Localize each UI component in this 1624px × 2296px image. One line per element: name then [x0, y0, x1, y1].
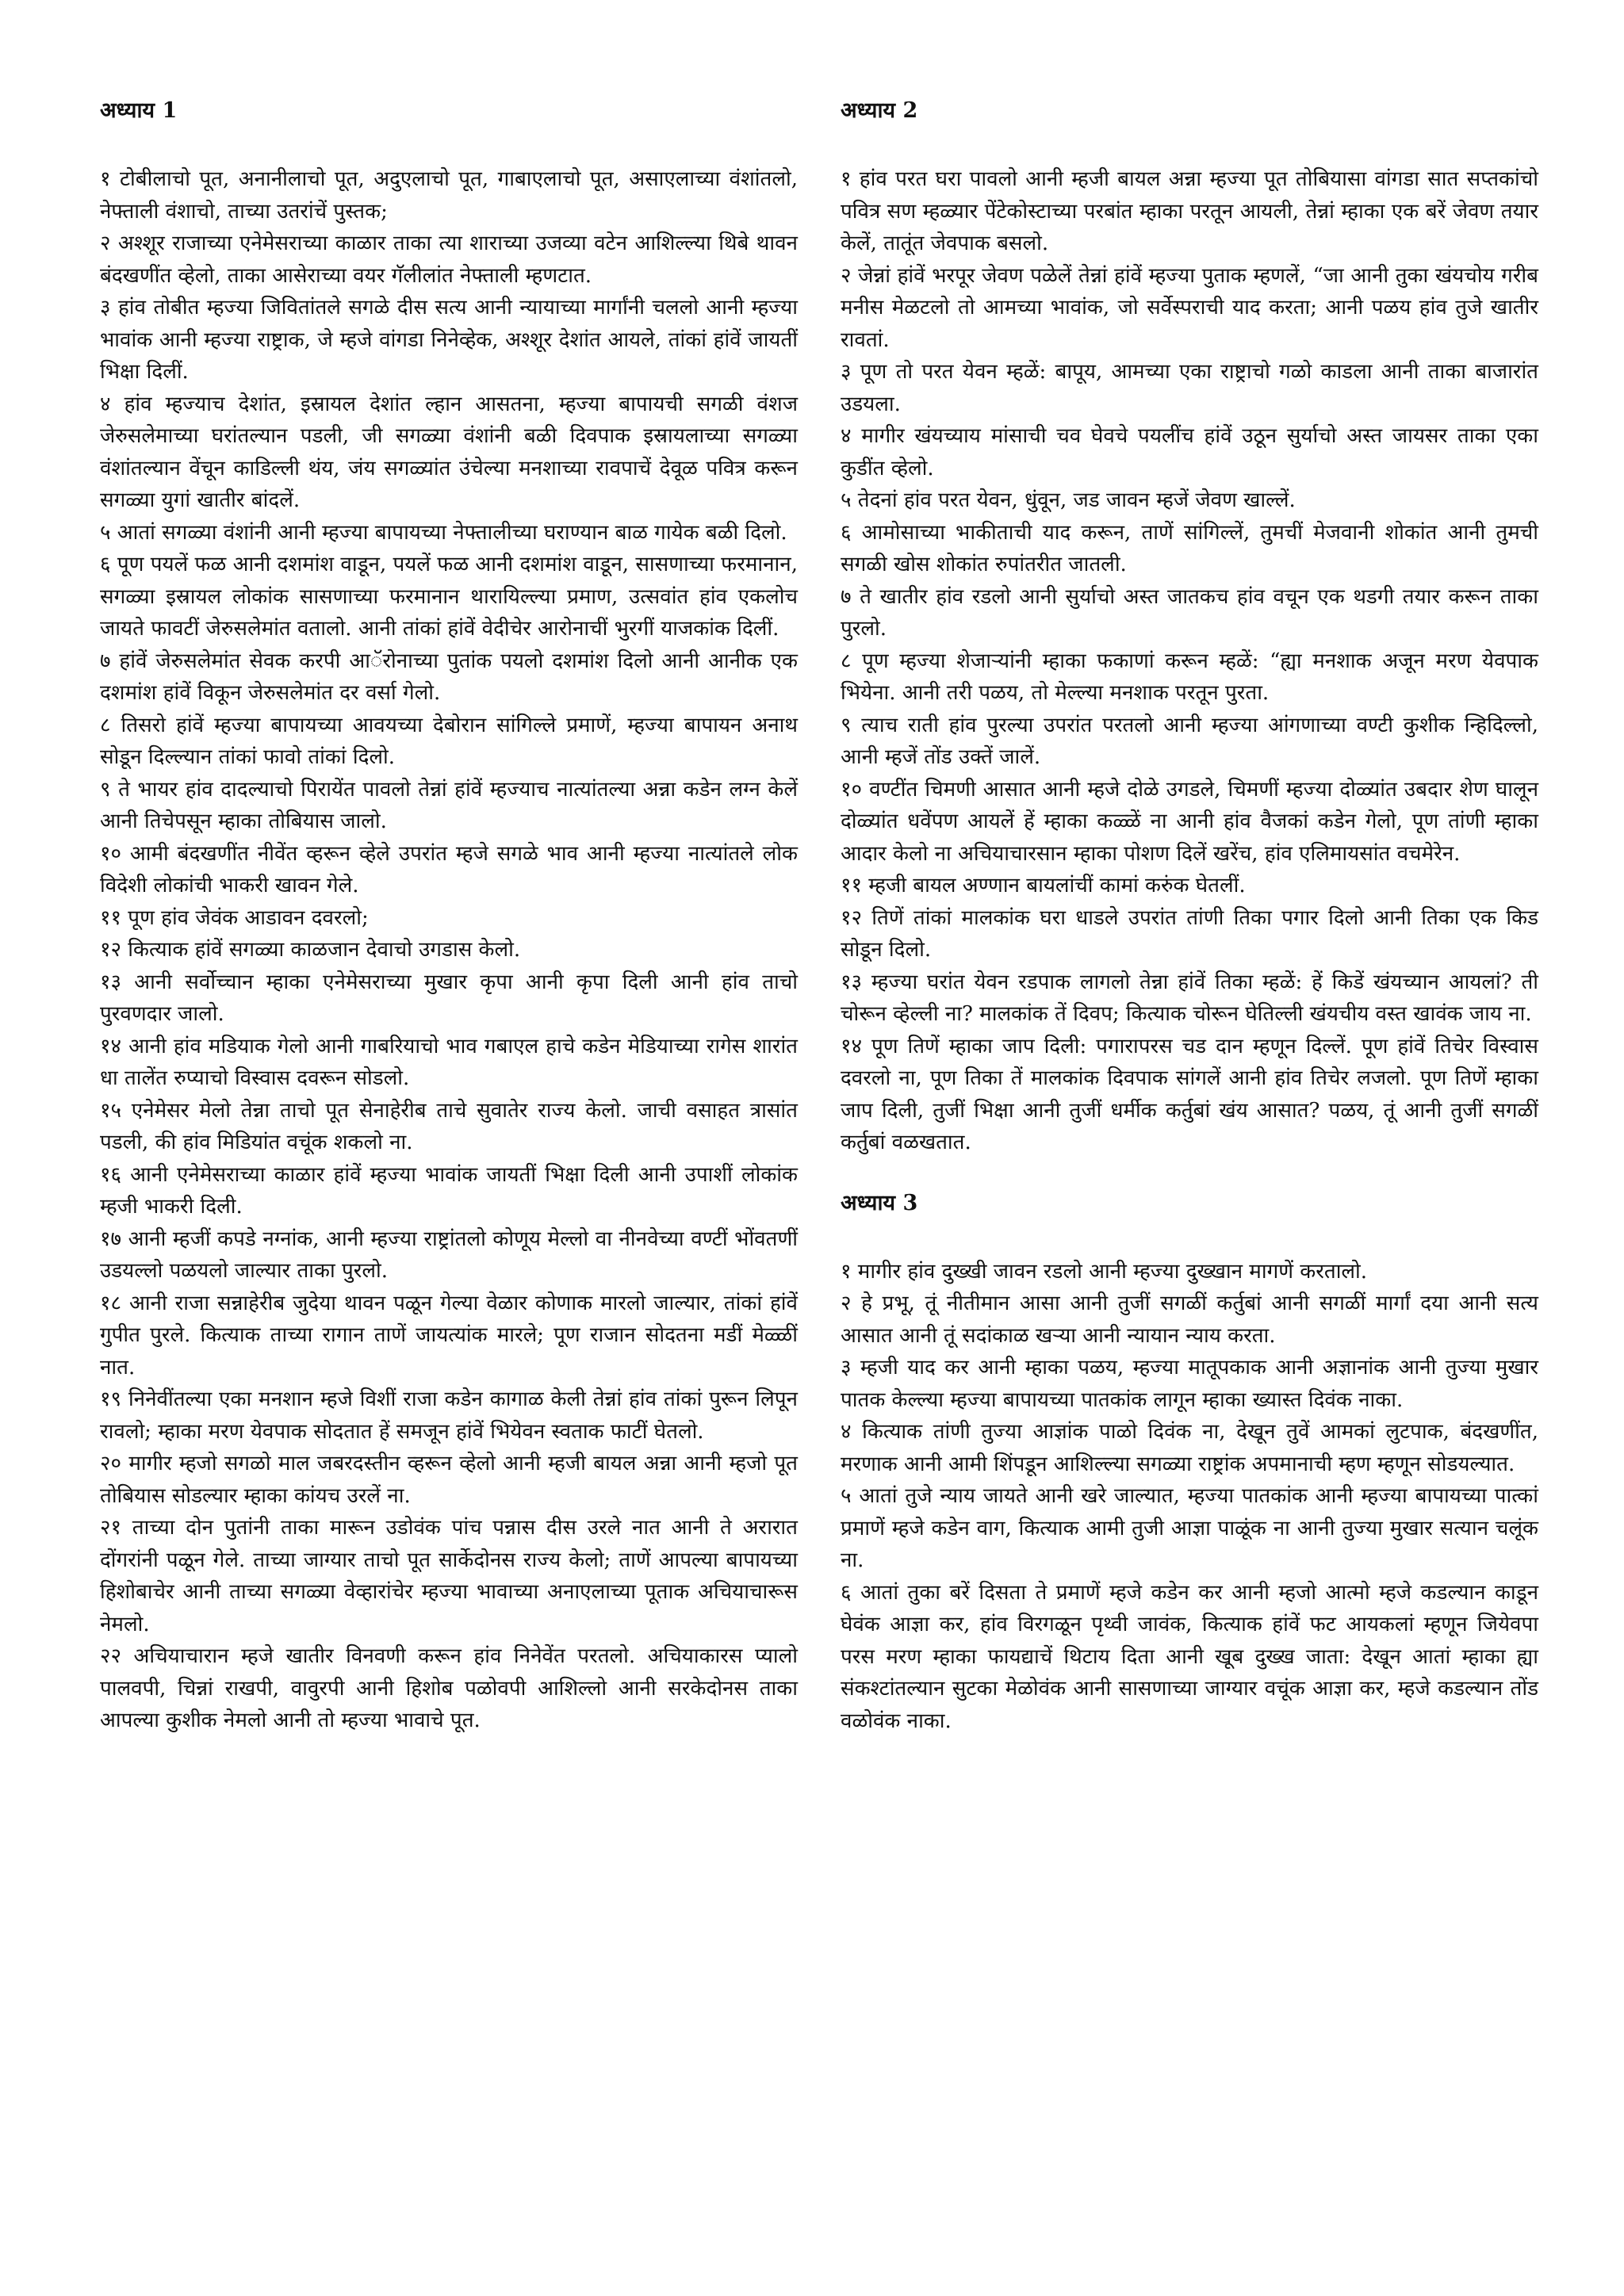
verse: ५ तेदनां हांव परत येवन, धुंवून, जड जावन म्हजें जेवण खाल्लें.	[841, 488, 1296, 512]
verse: ७ ते खातीर हांव रडलो आनी सुर्याचो अस्त जातकच हांव वचून एक थडगी तयार करून ताका पुरलो.	[841, 584, 1538, 641]
verse: २ अश्शूर राजाच्या एनेमेसराच्या काळार ताका त्या शाराच्या उजव्या वटेन आशिल्ल्या थिबे थावन बंदखणींत व्हेलो, ताका आसेराच्या वयर गॅलीलांत नेफ्ताली म्हणटात.	[100, 232, 798, 288]
chapter-heading: अध्याय 2	[841, 98, 918, 123]
verse: २१ ताच्या दोन पुतांनी ताका मारून उडोवंक पांच पन्नास दीस उरले नात आनी ते अरारात दोंगरांनी पळून गेले. ताच्या जाग्यार ताचो पूत सार्केदोनस राज्य केलो; ताणें आपल्या बापायच्या हिशोबाचेर आनी ताच्या सगळ्या वेव्हारांचेर म्हज्या भावाच्या अनाएलाच्या पूताक अचियाचारूस नेमलो.	[100, 1516, 798, 1636]
chapter-3	[841, 1188, 1538, 1738]
verse: २ जेन्नां हांवें भरपूर जेवण पळेलें तेन्नां हांवें म्हज्या पुताक म्हणलें, “जा आनी तुका खंयचोय गरीब मनीस मेळटलो तो आमच्या भावांक, जो सर्वेस्पराची याद करता; आनी पळय हांव तुजे खातीर रावतां.	[841, 263, 1538, 352]
verse: ६ आतां तुका बरें दिसता ते प्रमाणें म्हजे कडेन कर आनी म्हजो आत्मो म्हजे कडल्यान काडून घेवंक आज्ञा कर, हांव विरगळून पृथ्वी जावंक, कित्याक हांवें फट आयकलां म्हणून जियेवपा परस मरण म्हाका फायद्याचें थिटाय दिता आनी खूब दुख्ख जाता: देखून आतां म्हाका ह्या संकश्टांतल्यान सुटका मेळोवंक आनी सासणाच्या जाग्यार वचूंक आज्ञा कर, म्हजे कडल्यान तोंड वळोवंक नाका.	[841, 1580, 1538, 1733]
verse: ११ पूण हांव जेवंक आडावन दवरलो;	[100, 905, 369, 930]
verse: ३ म्हजी याद कर आनी म्हाका पळय, म्हज्या मातूपकाक आनी अज्ञानांक आनी तुज्या मुखार पातक केल्ल्या म्हज्या बापायच्या पातकांक लागून म्हाका ख्यास्त दिवंक नाका.	[841, 1356, 1538, 1412]
verse: ११ म्हजी बायल अण्णान बायलांचीं कामां करुंक घेतलीं.	[841, 874, 1246, 897]
verse: १३ म्हज्या घरांत येवन रडपाक लागलो तेन्ना हांवें तिका म्हळें: हें किडें खंयच्यान आयलां? ती चोरून व्हेल्ली ना? मालकांक तें दिवप; कित्याक चोरून घेतिल्ली खंयचीय वस्त खावंक जाय ना.	[841, 970, 1538, 1026]
verse: ९ ते भायर हांव दादल्याचो पिरायेंत पावलो तेन्नां हांवें म्हज्याच नात्यांतल्या अन्ना कडेन लग्न केलें आनी तिचेपसून म्हाका तोबियास जालो.	[100, 777, 798, 833]
verse: १४ आनी हांव मडियाक गेलो आनी गाबरियाचो भाव गबाएल हाचे कडेन मेडियाच्या रागेस शारांत धा तालेंत रुप्याचो विस्वास दवरून सोडलो.	[100, 1034, 798, 1090]
verse: १२ कित्याक हांवें सगळ्या काळजान देवाचो उगडास केलो.	[100, 938, 521, 962]
verse: ७ हांवें जेरुसलेमांत सेवक करपी आॅरोनाच्या पुतांक पयलो दशमांश दिलो आनी आनीक एक दशमांश हांवें विकून जेरुसलेमांत दर वर्सा गेलो.	[100, 649, 798, 705]
verse: ५ आतां सगळ्या वंशांनी आनी म्हज्या बापायच्या नेफ्तालीच्या घराण्यान बाळ गायेक बळी दिलो.	[100, 520, 787, 545]
verse-list	[841, 163, 1538, 1159]
verse: १२ तिणें तांकां मालकांक घरा धाडले उपरांत तांणी तिका पगार दिलो आनी तिका एक किड सोडून दिलो.	[841, 905, 1538, 962]
verse: १ मागीर हांव दुख्खी जावन रडलो आनी म्हज्या दुख्खान मागणें करतालो.	[841, 1259, 1368, 1284]
verse: १० आमी बंदखणींत नीवेंत व्हरून व्हेले उपरांत म्हजे सगळे भाव आनी म्हज्या नात्यांतले लोक विदेशी लोकांची भाकरी खावन गेले.	[100, 841, 798, 897]
verse: ४ मागीर खंयच्याय मांसाची चव घेवचे पयलींच हांवें उठून सुर्याचो अस्त जायसर ताका एका कुडींत व्हेलो.	[841, 424, 1538, 480]
chapter-2	[841, 95, 1538, 1159]
verse-list	[841, 1256, 1538, 1738]
chapter-heading: अध्याय 1	[100, 98, 178, 123]
right-column	[841, 95, 1538, 1766]
verse: १९ निनेवींतल्या एका मनशान म्हजे विशीं राजा कडेन कागाळ केली तेन्नां हांव तांकां पुरून लिपून रावलो; म्हाका मरण येवपाक सोदतात हें समजून हांवें भियेवन स्वताक फाटीं घेतलो.	[100, 1387, 798, 1444]
verse: ३ पूण तो परत येवन म्हळें: बापूय, आमच्या एका राष्ट्राचो गळो काडला आनी ताका बाजारांत उडयला.	[841, 360, 1538, 416]
verse: १६ आनी एनेमेसराच्या काळार हांवें म्हज्या भावांक जायतीं भिक्षा दिली आनी उपाशीं लोकांक म्हजी भाकरी दिली.	[100, 1162, 798, 1219]
verse: १३ आनी सर्वोच्चान म्हाका एनेमेसराच्या मुखार कृपा आनी कृपा दिली आनी हांव ताचो पुरवणदार जालो.	[100, 970, 798, 1026]
verse: ४ कित्याक तांणी तुज्या आज्ञांक पाळो दिवंक ना, देखून तुवें आमकां लुटपाक, बंदखणींत, मरणाक आनी आमी शिंपडून आशिल्ल्या सगळ्या राष्ट्रांक अपमानाची म्हण म्हणून सोडयल्यात.	[841, 1420, 1538, 1476]
verse: ९ त्याच राती हांव पुरल्या उपरांत परतलो आनी म्हज्या आंगणाच्या वण्टी कुशीक न्हिदिल्लो, आनी म्हजें तोंड उक्तें जालें.	[841, 713, 1538, 769]
chapter-heading: अध्याय 3	[841, 1190, 918, 1215]
verse: १५ एनेमेसर मेलो तेन्ना ताचो पूत सेनाहेरीब ताचे सुवातेर राज्य केलो. जाची वसाहत त्रासांत पडली, की हांव मिडियांत वचूंक शकलो ना.	[100, 1098, 798, 1154]
verse: २२ अचियाचारान म्हजे खातीर विनवणी करून हांव निनेवेंत परतलो. अचियाकारस प्यालो पालवपी, चिन्नां राखपी, वावुरपी आनी हिशोब पळोवपी आशिल्लो आनी सरकेदोनस ताका आपल्या कुशीक नेमलो आनी तो म्हज्या भावाचे पूत.	[100, 1644, 798, 1732]
chapter-1	[100, 95, 798, 1737]
verse: ८ तिसरो हांवें म्हज्या बापायच्या आवयच्या देबोरान सांगिल्ले प्रमाणें, म्हज्या बापायन अनाथ सोडून दिल्ल्यान तांकां फावो तांकां दिलो.	[100, 713, 798, 769]
verse: ६ आमोसाच्या भाकीताची याद करून, ताणें सांगिल्लें, तुमचीं मेजवानी शोकांत आनी तुमची सगळी खोस शोकांत रुपांतरीत जातली.	[841, 520, 1538, 576]
verse: ६ पूण पयलें फळ आनी दशमांश वाडून, पयलें फळ आनी दशमांश वाडून, सासणाच्या फरमानान, सगळ्या इस्रायल लोकांक सासणाच्या फरमानान थारायिल्ल्या प्रमाण, उत्सवांत हांव एकलोच जायते फावटीं जेरुसलेमांत वतालो. आनी तांकां हांवें वेदीचेर आरोनाचीं भुरगीं याजकांक दिलीं.	[100, 553, 798, 641]
verse: ८ पूण म्हज्या शेजाऱ्यांनी म्हाका फकाणां करून म्हळें: “ह्या मनशाक अजून मरण येवपाक भियेना. आनी तरी पळय, तो मेल्ल्या मनशाक परतून पुरता.	[841, 649, 1538, 705]
verse: १८ आनी राजा सन्नाहेरीब जुदेया थावन पळून गेल्या वेळार कोणाक मारलो जाल्यार, तांकां हांवें गुपीत पुरले. कित्याक ताच्या रागान ताणें जायत्यांक मारले; पूण राजान सोदतना मडीं मेळ्ळीं नात.	[100, 1291, 798, 1380]
verse: ३ हांव तोबीत म्हज्या जिवितांतले सगळे दीस सत्य आनी न्यायाच्या मार्गांनी चललो आनी म्हज्या भावांक आनी म्हज्या राष्ट्राक, जे म्हजे वांगडा निनेव्हेक, अश्शूर देशांत आयले, तांकां हांवें जायतीं भिक्षा दिलीं.	[100, 296, 798, 384]
verse: २ हे प्रभू, तूं नीतीमान आसा आनी तुजीं सगळीं कर्तुबां आनी सगळीं मार्गां दया आनी सत्य आसात आनी तूं सदांकाळ खऱ्या आनी न्यायान न्याय करता.	[841, 1292, 1538, 1348]
verse: १७ आनी म्हजीं कपडे नग्नांक, आनी म्हज्या राष्ट्रांतलो कोणूय मेल्लो वा नीनवेच्या वण्टीं भोंवतणीं उडयल्लो पळयलो जाल्यार ताका पुरलो.	[100, 1226, 798, 1283]
verse: ४ हांव म्हज्याच देशांत, इस्रायल देशांत ल्हान आसतना, म्हज्या बापायची सगळी वंशज जेरुसलेमाच्या घरांतल्यान पडली, जी सगळ्या वंशांनी बळी दिवपाक इस्रायलाच्या सगळ्या वंशांतल्यान वेंचून काडिल्ली थंय, जंय सगळ्यांत उंचेल्या मनशाच्या रावपाचें देवूळ पवित्र करून सगळ्या युगां खातीर बांदलें.	[100, 392, 798, 512]
verse: २० मागीर म्हजो सगळो माल जबरदस्तीन व्हरून व्हेलो आनी म्हजी बायल अन्ना आनी म्हजो पूत तोबियास सोडल्यार म्हाका कांयच उरलें ना.	[100, 1452, 798, 1508]
verse: १ हांव परत घरा पावलो आनी म्हजी बायल अन्ना म्हज्या पूत तोबियासा वांगडा सात सप्तकांचो पवित्र सण म्हळ्यार पेंटेकोस्टाच्या परबांत म्हाका परतून आयली, तेन्नां म्हाका एक बरें जेवण तयार केलें, तातूंत जेवपाक बसलो.	[841, 167, 1538, 255]
verse: १ टोबीलाचो पूत, अनानीलाचो पूत, अदुएलाचो पूत, गाबाएलाचो पूत, असाएलाच्या वंशांतलो, नेफ्ताली वंशाचो, ताच्या उतरांचें पुस्तक;	[100, 167, 798, 224]
left-column	[100, 95, 798, 1766]
verse: १० वण्टींत चिमणी आसात आनी म्हजे दोळे उगडले, चिमणीं म्हज्या दोळ्यांत उबदार शेण घालून दोळ्यांत धवेंपण आयलें हें म्हाका कळ्ळें ना आनी हांव वैजकां कडेन गेलो, पूण तांणी म्हाका आदार केलो ना अचियाचारसान म्हाका पोशण दिलें खरेंच, हांव एलिमायसांत वचमेरेन.	[841, 777, 1538, 866]
verse-list	[100, 163, 798, 1737]
verse: ५ आतां तुजे न्याय जायते आनी खरे जाल्यात, म्हज्या पातकांक आनी म्हज्या बापायच्या पात्कां प्रमाणें म्हजे कडेन वाग, कित्याक आमी तुजी आज्ञा पाळूंक ना आनी तुज्या मुखार सत्यान चलूंक ना.	[841, 1484, 1538, 1572]
verse: १४ पूण तिणें म्हाका जाप दिली: पगारापरस चड दान म्हणून दिल्लें. पूण हांवें तिचेर विस्वास दवरलो ना, पूण तिका तें मालकांक दिवपाक सांगलें आनी हांव तिचेर लजलो. पूण तिणें म्हाका जाप दिली, तुजीं भिक्षा आनी तुजीं धर्मीक कर्तुबां खंय आसात? पळय, तूं आनी तुजीं सगळीं कर्तुबां वळखतात.	[841, 1034, 1538, 1154]
